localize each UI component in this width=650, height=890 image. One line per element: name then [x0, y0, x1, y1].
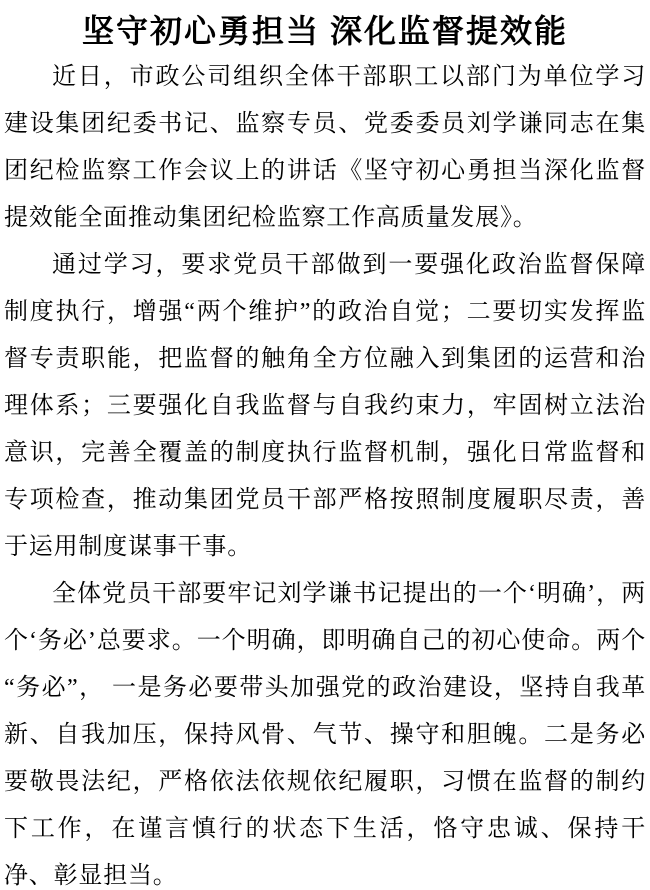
- paragraph-intro: 近日，市政公司组织全体干部职工以部门为单位学习建设集团纪委书记、监察专员、党委委员刘学谦同志在集团纪检监察工作会议上的讲话《坚守初心勇担当深化监督提效能全面推动集团纪检监察工作高质量发展》。: [4, 64, 646, 231]
- paragraph-study-requirements: 通过学习，要求党员干部做到一要强化政治监督保障制度执行，增强“两个维护”的政治自觉；二要切实发挥监督专责职能，把监督的触角全方位融入到集团的运营和治理体系；三要强化自我监督与自我约束力，牢固树立法治意识，完善全覆盖的制度执行监督机制，强化日常监督和专项检查，推动集团党员干部严格按照制度履职尽责，善于运用制度谋事干事。: [4, 252, 646, 560]
- paragraph-general-demands: 全体党员干部要牢记刘学谦书记提出的一个‘明确’，两个‘务必’总要求。一个明确，即明确自己的初心使命。两个“务必”， 一是务必要带头加强党的政治建设，坚持自我革新、自我加压，保持风骨、气节、操守和胆魄。二是务必要敬畏法纪，严格依法依规依纪履职，习惯在监督的制约下工作，在谨言慎行的状态下生活，恪守忠诚、保持干净、彰显担当。: [4, 581, 646, 889]
- document-title: 坚守初心勇担当 深化监督提效能: [81, 13, 568, 49]
